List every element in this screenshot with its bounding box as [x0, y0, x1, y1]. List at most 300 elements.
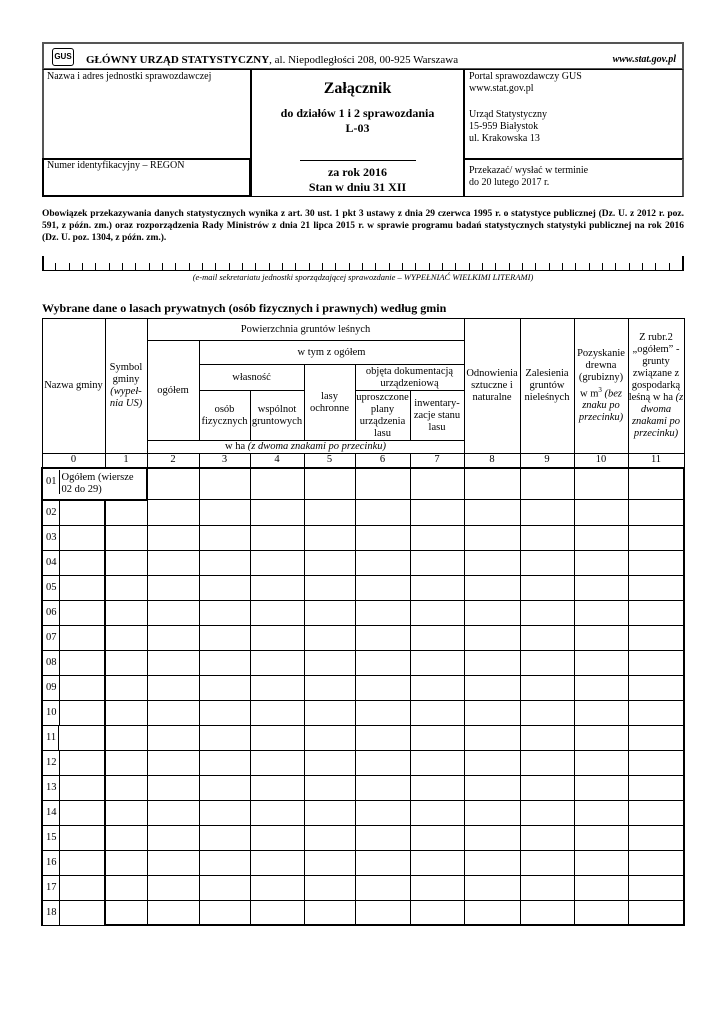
data-cell[interactable] — [574, 725, 628, 750]
data-cell[interactable] — [199, 468, 250, 500]
data-cell[interactable] — [628, 525, 684, 550]
data-cell[interactable] — [147, 675, 199, 700]
email-char-divider — [215, 263, 216, 270]
header-band — [42, 42, 684, 70]
data-cell[interactable] — [250, 700, 304, 725]
office-line1: Urząd Statystyczny — [469, 109, 548, 120]
data-cell[interactable] — [410, 650, 464, 675]
data-cell[interactable] — [464, 825, 520, 850]
data-cell[interactable] — [520, 550, 574, 575]
data-cell[interactable] — [304, 900, 355, 925]
data-cell[interactable] — [355, 775, 410, 800]
data-cell[interactable] — [464, 900, 520, 925]
data-cell[interactable] — [464, 850, 520, 875]
data-cell[interactable] — [355, 468, 410, 500]
data-cell[interactable] — [147, 650, 199, 675]
email-char-divider — [335, 263, 336, 270]
row-number: 05 — [44, 576, 60, 600]
row-name-cell[interactable] — [42, 675, 105, 700]
email-char-divider — [282, 263, 283, 270]
portal-line1: Portal sprawozdawczy GUS — [469, 71, 582, 82]
data-cell[interactable] — [464, 650, 520, 675]
row-name-cell[interactable] — [42, 725, 105, 750]
email-char-divider — [415, 263, 416, 270]
row-number: 15 — [44, 826, 60, 850]
data-cell[interactable] — [250, 725, 304, 750]
data-cell[interactable] — [250, 550, 304, 575]
data-cell[interactable] — [147, 800, 199, 825]
data-cell[interactable] — [628, 850, 684, 875]
email-input[interactable] — [42, 254, 684, 271]
data-cell[interactable] — [304, 550, 355, 575]
email-char-divider — [362, 263, 363, 270]
header-z-rubr2: Z rubr.2 „ogółem” - grunty związane z gospodarką leśną w ha (z dwoma znakami po przecinku) — [628, 319, 684, 454]
data-cell[interactable] — [304, 700, 355, 725]
data-cell[interactable] — [520, 675, 574, 700]
column-number: 9 — [520, 454, 574, 468]
data-cell[interactable] — [304, 825, 355, 850]
data-cell[interactable] — [628, 825, 684, 850]
row-name-cell[interactable] — [42, 500, 105, 526]
data-cell[interactable] — [147, 725, 199, 750]
data-cell[interactable] — [355, 825, 410, 850]
data-cell[interactable] — [147, 575, 199, 600]
data-cell[interactable] — [464, 625, 520, 650]
email-char-divider — [135, 263, 136, 270]
data-cell[interactable] — [464, 700, 520, 725]
data-cell[interactable] — [520, 725, 574, 750]
email-char-divider — [602, 263, 603, 270]
data-cell[interactable] — [199, 875, 250, 900]
data-cell[interactable] — [199, 775, 250, 800]
data-cell[interactable] — [199, 725, 250, 750]
row-name-cell[interactable] — [42, 900, 105, 925]
data-cell[interactable] — [574, 525, 628, 550]
data-cell[interactable] — [520, 650, 574, 675]
symbol-cell[interactable] — [105, 600, 147, 625]
data-cell[interactable] — [250, 500, 304, 526]
symbol-cell[interactable] — [105, 700, 147, 725]
email-char-divider — [615, 263, 616, 270]
data-cell[interactable] — [574, 625, 628, 650]
data-cell[interactable] — [410, 500, 464, 526]
email-char-divider — [455, 263, 456, 270]
data-cell[interactable] — [520, 800, 574, 825]
data-cell[interactable] — [628, 875, 684, 900]
data-cell[interactable] — [304, 675, 355, 700]
form-subtitle-1: do działów 1 i 2 sprawozdania — [280, 106, 435, 120]
data-cell[interactable] — [410, 468, 464, 500]
row-number: 12 — [44, 751, 60, 775]
office-line3: ul. Krakowska 13 — [469, 133, 540, 144]
data-cell[interactable] — [410, 750, 464, 775]
row-number: 02 — [44, 501, 60, 525]
email-char-divider — [189, 263, 190, 270]
data-cell[interactable] — [250, 800, 304, 825]
symbol-cell[interactable] — [105, 550, 147, 575]
email-char-divider — [389, 263, 390, 270]
header-url[interactable]: www.stat.gov.pl — [612, 54, 676, 65]
row-number: 14 — [44, 801, 60, 825]
data-cell[interactable] — [250, 850, 304, 875]
data-cell[interactable] — [520, 825, 574, 850]
data-cell[interactable] — [410, 875, 464, 900]
data-cell[interactable] — [355, 675, 410, 700]
data-cell[interactable] — [628, 800, 684, 825]
data-cell[interactable] — [250, 625, 304, 650]
data-cell[interactable] — [520, 850, 574, 875]
data-cell[interactable] — [304, 775, 355, 800]
data-cell[interactable] — [464, 575, 520, 600]
data-cell[interactable] — [574, 575, 628, 600]
data-cell[interactable] — [355, 550, 410, 575]
data-cell[interactable] — [464, 750, 520, 775]
data-cell[interactable] — [199, 650, 250, 675]
symbol-cell[interactable] — [105, 750, 147, 775]
data-cell[interactable] — [147, 825, 199, 850]
email-char-divider — [509, 263, 510, 270]
data-cell[interactable] — [574, 750, 628, 775]
symbol-cell[interactable] — [105, 800, 147, 825]
data-cell[interactable] — [147, 525, 199, 550]
data-cell[interactable] — [147, 900, 199, 925]
data-cell[interactable] — [199, 575, 250, 600]
data-cell[interactable] — [250, 875, 304, 900]
section-title: Wybrane dane o lasach prywatnych (osób fizycznych i prawnych) według gmin — [42, 301, 447, 315]
data-cell[interactable] — [147, 600, 199, 625]
data-cell[interactable] — [250, 900, 304, 925]
data-cell[interactable] — [199, 900, 250, 925]
center-box — [251, 69, 464, 197]
table-row — [42, 775, 684, 800]
data-cell[interactable] — [304, 800, 355, 825]
data-cell[interactable] — [410, 675, 464, 700]
data-cell[interactable] — [250, 468, 304, 500]
row-name-cell[interactable] — [42, 625, 105, 650]
data-cell[interactable] — [464, 600, 520, 625]
data-cell[interactable] — [355, 850, 410, 875]
data-cell[interactable] — [628, 650, 684, 675]
data-cell[interactable] — [355, 725, 410, 750]
data-cell[interactable] — [355, 900, 410, 925]
data-cell[interactable] — [464, 875, 520, 900]
email-char-divider — [442, 263, 443, 270]
data-cell[interactable] — [464, 675, 520, 700]
symbol-cell[interactable] — [105, 500, 147, 526]
row-name-cell[interactable] — [42, 750, 105, 775]
data-cell[interactable] — [464, 468, 520, 500]
table-row — [42, 625, 684, 650]
header-uproszczone-plany: uproszczone plany urządzenia lasu — [356, 391, 409, 439]
data-cell[interactable] — [355, 800, 410, 825]
data-cell[interactable] — [520, 900, 574, 925]
data-cell[interactable] — [520, 750, 574, 775]
row-total-label: Ogółem (wiersze 02 do 29) — [61, 471, 134, 495]
data-cell[interactable] — [250, 575, 304, 600]
data-cell[interactable] — [574, 650, 628, 675]
data-cell[interactable] — [147, 775, 199, 800]
data-cell[interactable] — [355, 700, 410, 725]
data-cell[interactable] — [250, 775, 304, 800]
data-cell[interactable] — [355, 600, 410, 625]
form-subtitle-2: L-03 — [345, 121, 370, 135]
data-cell[interactable] — [304, 468, 355, 500]
gus-logo-icon: GUS — [52, 48, 74, 66]
data-cell[interactable] — [410, 700, 464, 725]
data-cell[interactable] — [199, 800, 250, 825]
data-cell[interactable] — [250, 825, 304, 850]
email-char-divider — [575, 263, 576, 270]
data-cell[interactable] — [147, 750, 199, 775]
data-cell[interactable] — [304, 575, 355, 600]
data-cell[interactable] — [574, 468, 628, 500]
email-char-divider — [429, 263, 430, 270]
data-cell[interactable] — [574, 825, 628, 850]
row-number: 06 — [44, 601, 60, 625]
data-cell[interactable] — [520, 575, 574, 600]
data-cell[interactable] — [628, 575, 684, 600]
header-osob-fizycznych: osób fizycznych — [199, 391, 250, 441]
data-cell[interactable] — [304, 750, 355, 775]
data-cell[interactable] — [520, 775, 574, 800]
data-cell[interactable] — [355, 575, 410, 600]
email-char-divider — [122, 263, 123, 270]
email-char-divider — [95, 263, 96, 270]
email-char-divider — [269, 263, 270, 270]
row-name-cell[interactable] — [42, 650, 105, 675]
data-cell[interactable] — [147, 625, 199, 650]
data-cell[interactable] — [199, 850, 250, 875]
data-cell[interactable] — [628, 725, 684, 750]
email-char-divider — [495, 263, 496, 270]
data-cell[interactable] — [628, 700, 684, 725]
portal-box — [464, 69, 684, 160]
symbol-cell[interactable] — [105, 775, 147, 800]
data-cell[interactable] — [199, 700, 250, 725]
data-cell[interactable] — [410, 900, 464, 925]
data-cell[interactable] — [250, 600, 304, 625]
data-cell[interactable] — [304, 525, 355, 550]
data-cell[interactable] — [464, 550, 520, 575]
data-cell[interactable] — [199, 500, 250, 526]
data-cell[interactable] — [464, 800, 520, 825]
data-cell[interactable] — [199, 600, 250, 625]
data-cell[interactable] — [520, 700, 574, 725]
data-cell[interactable] — [355, 525, 410, 550]
deadline-box — [464, 158, 684, 197]
data-cell[interactable] — [628, 468, 684, 500]
symbol-cell[interactable] — [105, 675, 147, 700]
data-cell[interactable] — [304, 650, 355, 675]
email-char-divider — [175, 263, 176, 270]
data-cell[interactable] — [199, 825, 250, 850]
data-cell[interactable] — [199, 550, 250, 575]
email-char-divider — [109, 263, 110, 270]
data-cell[interactable] — [147, 875, 199, 900]
data-cell[interactable] — [520, 500, 574, 526]
table-row — [42, 650, 684, 675]
data-cell[interactable] — [355, 650, 410, 675]
data-cell[interactable] — [199, 625, 250, 650]
data-cell[interactable] — [628, 675, 684, 700]
data-cell[interactable] — [464, 525, 520, 550]
data-cell[interactable] — [410, 800, 464, 825]
data-cell[interactable] — [574, 875, 628, 900]
header-ogolem: ogółem — [147, 341, 199, 441]
data-cell[interactable] — [628, 550, 684, 575]
data-cell[interactable] — [574, 500, 628, 526]
data-cell[interactable] — [250, 675, 304, 700]
row-number: 03 — [44, 526, 60, 550]
office-line2: 15-959 Białystok — [469, 121, 539, 132]
column-number: 2 — [147, 454, 199, 468]
data-cell[interactable] — [147, 550, 199, 575]
symbol-cell[interactable] — [105, 625, 147, 650]
column-number: 5 — [304, 454, 355, 468]
data-cell[interactable] — [574, 700, 628, 725]
symbol-cell[interactable] — [105, 575, 147, 600]
row-name-cell[interactable] — [42, 525, 105, 550]
data-cell[interactable] — [304, 875, 355, 900]
symbol-cell[interactable] — [105, 525, 147, 550]
row-name-cell[interactable] — [42, 600, 105, 625]
symbol-cell[interactable] — [105, 850, 147, 875]
data-cell[interactable] — [628, 750, 684, 775]
data-cell[interactable] — [250, 750, 304, 775]
data-cell[interactable] — [520, 600, 574, 625]
data-cell[interactable] — [464, 500, 520, 526]
row-number: 11 — [44, 726, 59, 750]
data-cell[interactable] — [520, 525, 574, 550]
data-cell[interactable] — [410, 600, 464, 625]
row-name-cell[interactable] — [42, 700, 105, 725]
row-name-cell[interactable] — [42, 575, 105, 600]
email-char-divider — [42, 256, 44, 270]
email-char-divider — [642, 263, 643, 270]
row-number: 07 — [44, 626, 60, 650]
data-cell[interactable] — [355, 625, 410, 650]
data-cell[interactable] — [199, 675, 250, 700]
data-cell[interactable] — [147, 850, 199, 875]
email-char-divider — [535, 263, 536, 270]
row-name-cell[interactable] — [42, 800, 105, 825]
data-cell[interactable] — [520, 875, 574, 900]
portal-url[interactable]: www.stat.gov.pl — [469, 83, 534, 94]
data-cell[interactable] — [574, 600, 628, 625]
email-char-divider — [309, 263, 310, 270]
data-cell[interactable] — [628, 600, 684, 625]
email-char-divider — [149, 263, 150, 270]
unit-label: Nazwa i adres jednostki sprawozdawczej — [47, 71, 212, 82]
data-cell[interactable] — [304, 725, 355, 750]
data-cell[interactable] — [410, 825, 464, 850]
data-cell[interactable] — [304, 850, 355, 875]
data-cell[interactable] — [410, 725, 464, 750]
data-cell[interactable] — [574, 900, 628, 925]
divider — [300, 160, 416, 161]
data-cell[interactable] — [304, 600, 355, 625]
table-row — [42, 800, 684, 825]
table-row — [42, 900, 684, 925]
data-cell[interactable] — [304, 500, 355, 526]
data-cell[interactable] — [147, 500, 199, 526]
data-cell[interactable] — [574, 850, 628, 875]
data-cell[interactable] — [355, 750, 410, 775]
data-cell[interactable] — [574, 675, 628, 700]
email-char-divider — [589, 263, 590, 270]
email-char-divider — [655, 263, 656, 270]
data-cell[interactable] — [147, 700, 199, 725]
email-char-divider — [482, 263, 483, 270]
data-cell[interactable] — [464, 725, 520, 750]
email-char-divider — [669, 263, 670, 270]
row-name-cell[interactable] — [42, 550, 105, 575]
row-name-cell[interactable] — [42, 875, 105, 900]
data-cell[interactable] — [574, 550, 628, 575]
row-name-cell[interactable] — [42, 775, 105, 800]
data-cell[interactable] — [628, 500, 684, 526]
row-name-cell[interactable] — [42, 825, 105, 850]
column-number: 3 — [199, 454, 250, 468]
header-pozyskanie: Pozyskanie drewna (grubizny) w $m^3$ (bez znaku po przecinku) — [574, 319, 628, 454]
header-nazwa-gminy: Nazwa gminy — [42, 319, 105, 454]
data-cell[interactable] — [628, 625, 684, 650]
row-number: 01 — [44, 470, 60, 494]
data-cell[interactable] — [304, 625, 355, 650]
data-cell[interactable] — [574, 775, 628, 800]
symbol-cell[interactable] — [105, 875, 147, 900]
data-cell[interactable] — [250, 650, 304, 675]
data-cell[interactable] — [574, 800, 628, 825]
data-cell[interactable] — [410, 525, 464, 550]
header-wlasnosc: własność — [199, 365, 304, 391]
row-name-cell[interactable] — [42, 850, 105, 875]
data-cell[interactable] — [355, 875, 410, 900]
data-cell[interactable] — [628, 775, 684, 800]
data-cell[interactable] — [147, 468, 199, 500]
table-row — [42, 575, 684, 600]
table-row — [42, 875, 684, 900]
data-cell[interactable] — [410, 550, 464, 575]
data-cell[interactable] — [410, 850, 464, 875]
data-cell[interactable] — [628, 900, 684, 925]
data-cell[interactable] — [520, 625, 574, 650]
data-cell[interactable] — [199, 525, 250, 550]
table-row — [42, 525, 684, 550]
symbol-cell[interactable] — [105, 725, 147, 750]
symbol-cell[interactable] — [105, 900, 147, 925]
data-cell[interactable] — [410, 575, 464, 600]
email-char-divider — [82, 263, 83, 270]
data-cell[interactable] — [250, 525, 304, 550]
regon-label: Numer identyfikacyjny – REGON — [47, 160, 185, 171]
regon-box[interactable] — [42, 158, 251, 197]
data-cell[interactable] — [355, 500, 410, 526]
data-cell[interactable] — [410, 775, 464, 800]
email-char-divider — [69, 263, 70, 270]
data-cell[interactable] — [520, 468, 574, 500]
symbol-cell[interactable] — [105, 650, 147, 675]
deadline-line1: Przekazać/ wysłać w terminie — [469, 165, 589, 176]
symbol-cell[interactable] — [105, 825, 147, 850]
column-number: 6 — [355, 454, 410, 468]
data-cell[interactable] — [410, 625, 464, 650]
table-row — [42, 825, 684, 850]
data-cell[interactable] — [199, 750, 250, 775]
header-symbol-gminy: Symbol gminy (wypeł-nia US) — [105, 319, 147, 454]
form-state-date: Stan w dniu 31 XII — [308, 180, 407, 194]
data-cell[interactable] — [464, 775, 520, 800]
